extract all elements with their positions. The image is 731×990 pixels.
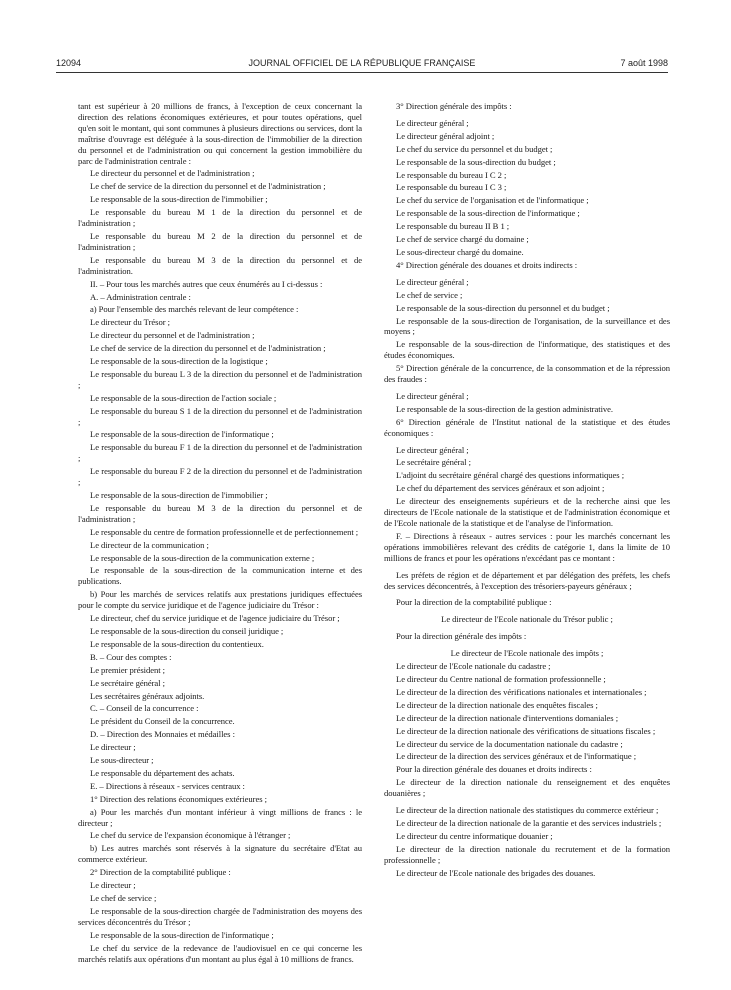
paragraph: Le directeur de la direction nationale des enquêtes fiscales ; bbox=[396, 699, 598, 710]
paragraph: Le directeur général adjoint ; bbox=[396, 130, 495, 141]
paragraph: Le responsable du bureau S 1 de la direction du personnel et de l'administration ; bbox=[78, 405, 362, 427]
paragraph: A. – Administration centrale : bbox=[90, 291, 191, 302]
paragraph: Pour la direction générale des douanes et droits indirects : bbox=[396, 764, 592, 775]
paragraph: Le chef de service ; bbox=[396, 289, 463, 300]
paragraph: Pour la direction générale des impôts : bbox=[396, 631, 527, 642]
paragraph: Le directeur de l'Ecole nationale du cadastre ; bbox=[396, 661, 551, 672]
paragraph: Le responsable du bureau F 1 de la direction du personnel et de l'administration ; bbox=[78, 442, 362, 464]
paragraph: Le directeur du Trésor ; bbox=[90, 317, 170, 328]
paragraph: Le directeur du centre informatique douanier ; bbox=[396, 830, 553, 841]
paragraph: Pour la direction de la comptabilité publique : bbox=[396, 597, 552, 608]
page-header bbox=[56, 57, 668, 69]
paragraph: Le chef de service de la direction du personnel et de l'administration ; bbox=[90, 343, 326, 354]
paragraph: Le responsable de la sous-direction de la logistique ; bbox=[90, 356, 268, 367]
paragraph: Le directeur du service de la documentation nationale du cadastre ; bbox=[396, 738, 623, 749]
paragraph: Le chef du service de l'expansion économique à l'étranger ; bbox=[90, 830, 291, 841]
paragraph: a) Pour l'ensemble des marchés relevant de leur compétence : bbox=[90, 304, 299, 315]
paragraph: tant est supérieur à 20 millions de francs, à l'exception de ceux concernant la direction des relations économiques extérieures, et pour toutes opérations, quel qu'en soit le montant, qui sont communes à plusieurs directions ou services, dont la maîtrise d'ouvrage est déléguée à la sous-direction de l'immobilier de la direction du personnel et de l'administration ou qui concernent la gestion immobilière du parc de l'administration centrale : bbox=[78, 101, 362, 166]
paragraph: Le responsable du bureau L 3 de la direction du personnel et de l'administration ; bbox=[78, 368, 362, 390]
paragraph: b) Les autres marchés sont réservés à la signature du secrétaire d'Etat au commerce extérieur. bbox=[78, 843, 362, 865]
paragraph: Le responsable de la sous-direction de la communication interne et des publications. bbox=[78, 565, 362, 587]
paragraph: Le responsable de la sous-direction de l'informatique ; bbox=[90, 429, 274, 440]
page-number: 12094 bbox=[56, 58, 82, 68]
journal-title: JOURNAL OFFICIEL DE LA RÉPUBLIQUE FRANÇAISE bbox=[248, 58, 476, 68]
paragraph: Le responsable de la sous-direction du personnel et du budget ; bbox=[396, 302, 610, 313]
paragraph: Le responsable du centre de formation professionnelle et de perfectionnement ; bbox=[90, 526, 359, 537]
left-column bbox=[78, 101, 362, 964]
paragraph: Le directeur de la direction nationale d'interventions domaniales ; bbox=[396, 712, 619, 723]
paragraph: F. – Directions à réseaux - autres services : pour les marchés concernant les opérations immobilières relevant des crédits de catégorie 1, dans la limite de 10 millions de francs et pour les opérations n'excédant pas ce montant : bbox=[384, 530, 670, 563]
paragraph: Le directeur ; bbox=[90, 742, 136, 753]
paragraph: Les secrétaires généraux adjoints. bbox=[90, 690, 205, 701]
paragraph: 1° Direction des relations économiques extérieures ; bbox=[90, 793, 267, 804]
paragraph: II. – Pour tous les marchés autres que ceux énumérés au I ci-dessus : bbox=[90, 278, 323, 289]
paragraph: Le responsable du bureau M 3 de la direction du personnel et de l'administration. bbox=[78, 254, 362, 276]
paragraph: Le directeur du personnel et de l'administration ; bbox=[90, 168, 255, 179]
paragraph: B. – Cour des comptes : bbox=[90, 651, 172, 662]
paragraph: Le directeur de la communication ; bbox=[90, 539, 209, 550]
paragraph: Le responsable de la sous-direction de la gestion administrative. bbox=[396, 403, 614, 414]
paragraph: Le responsable de la sous-direction du conseil juridique ; bbox=[90, 625, 284, 636]
paragraph: Le chef du service de la redevance de l'audiovisuel en ce qui concerne les marchés relatifs aux opérations d'un montant au plus égal à 10 millions de francs. bbox=[78, 942, 362, 964]
paragraph: b) Pour les marchés de services relatifs aux prestations juridiques effectuées pour le compte du service juridique et de l'agence judiciaire du Trésor : bbox=[78, 589, 362, 611]
paragraph: Le responsable du bureau M 2 de la direction du personnel et de l'administration ; bbox=[78, 230, 362, 252]
paragraph: Le responsable du bureau I C 3 ; bbox=[396, 182, 507, 193]
paragraph: Le directeur de la direction nationale du renseignement et des enquêtes douanières ; bbox=[384, 777, 670, 799]
paragraph: Le directeur du Centre national de formation professionnelle ; bbox=[396, 673, 606, 684]
paragraph: Le responsable de la sous-direction de l'action sociale ; bbox=[90, 392, 277, 403]
paragraph: Le responsable de la sous-direction de l'immobilier ; bbox=[90, 194, 268, 205]
paragraph: 6° Direction générale de l'Institut national de la statistique et des études économiques : bbox=[384, 416, 670, 438]
paragraph: Le directeur de la direction nationale des statistiques du commerce extérieur ; bbox=[395, 805, 659, 816]
paragraph: Le directeur général ; bbox=[396, 444, 469, 455]
header-rule bbox=[56, 72, 668, 73]
paragraph: E. – Directions à réseaux - services centraux : bbox=[90, 780, 245, 791]
paragraph: 5° Direction générale de la concurrence, de la consommation et de la répression des fraudes : bbox=[384, 363, 670, 385]
paragraph: Le chef du service de l'organisation et de l'informatique ; bbox=[396, 195, 589, 206]
paragraph: Le sous-directeur chargé du domaine. bbox=[396, 246, 524, 257]
paragraph: C. – Conseil de la concurrence : bbox=[90, 703, 199, 714]
paragraph: Le responsable de la sous-direction chargée de l'administration des moyens des services déconcentrés du Trésor ; bbox=[78, 905, 362, 927]
paragraph: Les préfets de région et de département et par délégation des préfets, les chefs des services déconcentrés, à l'exception des trésoriers-payeurs généraux ; bbox=[384, 569, 670, 591]
paragraph: Le directeur de la direction nationale du recrutement et de la formation professionnelle ; bbox=[384, 843, 670, 865]
paragraph: Le directeur de la direction nationale de la garantie et des services industriels ; bbox=[396, 817, 662, 828]
paragraph: Le secrétaire général ; bbox=[396, 457, 471, 468]
paragraph: Le président du Conseil de la concurrence. bbox=[90, 716, 235, 727]
paragraph: Le directeur ; bbox=[90, 880, 136, 891]
paragraph: L'adjoint du secrétaire général chargé des questions informatiques ; bbox=[396, 470, 625, 481]
paragraph: Le responsable de la sous-direction de la communication externe ; bbox=[90, 552, 315, 563]
paragraph: D. – Direction des Monnaies et médailles : bbox=[90, 729, 235, 740]
paragraph: Le directeur de la direction nationale des vérifications de situations fiscales ; bbox=[396, 725, 656, 736]
paragraph: Le directeur, chef du service juridique et de l'agence judiciaire du Trésor ; bbox=[90, 613, 340, 624]
right-column bbox=[384, 101, 670, 878]
paragraph: Le directeur général ; bbox=[396, 276, 469, 287]
paragraph: Le responsable du bureau M 1 de la direction du personnel et de l'administration ; bbox=[78, 207, 362, 229]
paragraph: Le premier président ; bbox=[90, 664, 166, 675]
paragraph: Le responsable du bureau II B 1 ; bbox=[396, 221, 510, 232]
paragraph: Le chef de service de la direction du personnel et de l'administration ; bbox=[90, 181, 326, 192]
paragraph: Le directeur du personnel et de l'administration ; bbox=[90, 330, 255, 341]
paragraph: Le directeur des enseignements supérieurs et de la recherche ainsi que les directeurs de l'Ecole nationale de la statistique et de l'administration économique et de l'Ecole nationale de la statistique et de l'analyse de l'information. bbox=[384, 496, 670, 528]
paragraph: Le chef du service du personnel et du budget ; bbox=[396, 143, 553, 154]
paragraph: Le chef de service ; bbox=[90, 893, 157, 903]
paragraph: Le responsable de la sous-direction de l'organisation, de la surveillance et des moyens ; bbox=[384, 315, 670, 337]
paragraph: Le responsable de la sous-direction de l'informatique, des statistiques et des études économiques. bbox=[384, 339, 670, 361]
paragraph: Le directeur de l'Ecole nationale du Trésor public ; bbox=[441, 614, 613, 625]
paragraph: Le directeur général ; bbox=[396, 390, 469, 401]
paragraph: Le directeur général ; bbox=[396, 117, 469, 128]
paragraph: Le responsable du département des achats. bbox=[90, 767, 235, 778]
paragraph: Le directeur de l'Ecole nationale des brigades des douanes. bbox=[396, 867, 596, 878]
paragraph: Le secrétaire général ; bbox=[90, 677, 165, 688]
paragraph: Le responsable de la sous-direction du budget ; bbox=[396, 156, 556, 167]
paragraph: Le directeur de la direction des services généraux et de l'informatique ; bbox=[396, 751, 637, 762]
paragraph: Le chef de service chargé du domaine ; bbox=[396, 234, 529, 245]
issue-date: 7 août 1998 bbox=[620, 58, 668, 68]
paragraph: Le directeur de la direction des vérifications nationales et internationales ; bbox=[396, 686, 647, 697]
paragraph: Le chef du département des services généraux et son adjoint ; bbox=[396, 483, 605, 494]
paragraph: Le responsable de la sous-direction de l'informatique ; bbox=[90, 929, 274, 940]
paragraph: Le responsable du bureau I C 2 ; bbox=[396, 169, 507, 180]
paragraph: a) Pour les marchés d'un montant inférieur à vingt millions de francs : le directeur ; bbox=[78, 806, 362, 828]
paragraph: Le responsable du bureau M 3 de la direction du personnel et de l'administration ; bbox=[78, 502, 362, 524]
paragraph: Le sous-directeur ; bbox=[90, 755, 154, 766]
paragraph: Le responsable de la sous-direction du contentieux. bbox=[90, 638, 264, 649]
paragraph: 4° Direction générale des douanes et droits indirects : bbox=[396, 259, 578, 270]
paragraph: Le responsable de la sous-direction de l'informatique ; bbox=[396, 208, 580, 219]
paragraph: 2° Direction de la comptabilité publique : bbox=[90, 867, 231, 878]
paragraph: 3° Direction générale des impôts : bbox=[396, 101, 512, 111]
paragraph: Le responsable du bureau F 2 de la direction du personnel et de l'administration ; bbox=[78, 466, 362, 488]
paragraph: Le directeur de l'Ecole nationale des impôts ; bbox=[450, 648, 604, 659]
paragraph: Le responsable de la sous-direction de l'immobilier ; bbox=[90, 490, 268, 500]
